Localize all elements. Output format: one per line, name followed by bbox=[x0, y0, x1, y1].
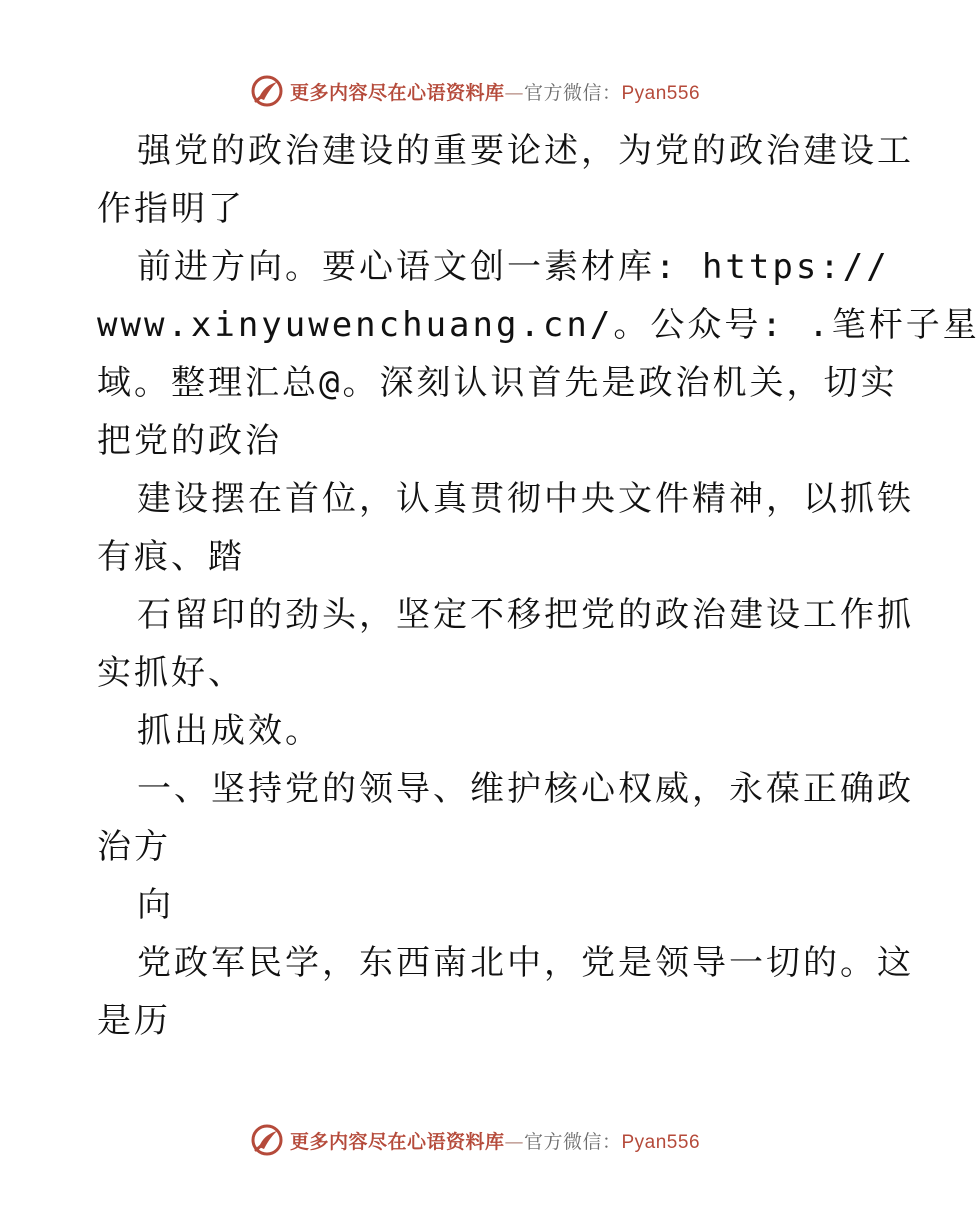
text-line: 一、坚持党的领导、维护核心权威，永葆正确政 bbox=[137, 769, 914, 809]
banner-label: 官方微信： bbox=[523, 81, 622, 104]
text-line: 是历 bbox=[97, 1001, 171, 1041]
text-line: 前进方向。要心语文创一素材库: https:// bbox=[137, 247, 890, 287]
banner-label: 官方微信： bbox=[523, 1130, 622, 1153]
text-line: 作指明了 bbox=[97, 189, 245, 229]
text-line: 域。整理汇总@。深刻认识首先是政治机关，切实 bbox=[97, 363, 898, 403]
banner-id: Pyan556 bbox=[621, 82, 701, 104]
banner-dash: — bbox=[504, 81, 524, 104]
text-line: 强党的政治建设的重要论述，为党的政治建设工 bbox=[137, 131, 914, 171]
banner-prefix: 更多内容尽在心语资料库 bbox=[289, 81, 505, 104]
text-line: 向 bbox=[137, 885, 174, 925]
banner-dash: — bbox=[504, 1130, 524, 1153]
text-line: 治方 bbox=[97, 827, 171, 867]
text-line: 把党的政治 bbox=[97, 421, 282, 461]
text-line: 党政军民学，东西南北中，党是领导一切的。这 bbox=[137, 943, 914, 983]
banner-prefix: 更多内容尽在心语资料库 bbox=[289, 1130, 505, 1153]
brush-logo-icon bbox=[250, 74, 284, 108]
header-banner bbox=[0, 73, 950, 109]
text-line: 石留印的劲头，坚定不移把党的政治建设工作抓 bbox=[137, 595, 914, 635]
text-line: 实抓好、 bbox=[97, 653, 245, 693]
brush-logo-icon bbox=[250, 1123, 284, 1157]
text-line: www.xinyuwenchuang.cn/。公众号: .笔杆子星 bbox=[97, 305, 980, 345]
footer-banner bbox=[0, 1122, 950, 1158]
banner-id: Pyan556 bbox=[621, 1131, 701, 1153]
text-line: 有痕、踏 bbox=[97, 537, 245, 577]
text-line: 抓出成效。 bbox=[137, 711, 322, 751]
text-line: 建设摆在首位，认真贯彻中央文件精神，以抓铁 bbox=[137, 479, 914, 519]
body-text bbox=[97, 122, 980, 1050]
